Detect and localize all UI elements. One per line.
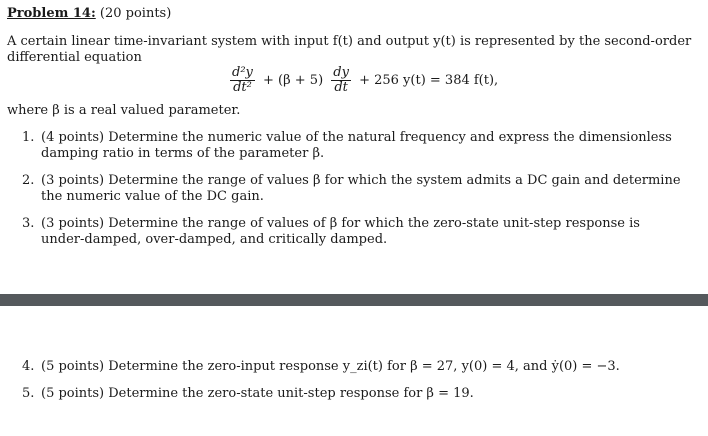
item-text: (3 points) Determine the range of values of β for which the zero-state unit-step response is under-damped, over-damped, and critically damped. — [41, 216, 640, 247]
fraction-denominator: dt — [334, 80, 348, 95]
equation-middle-term: + (β + 5) — [258, 73, 328, 88]
fraction-numerator: dy — [333, 65, 349, 80]
page-divider — [0, 294, 708, 306]
item-text: (5 points) Determine the zero-state unit-step response for β = 19. — [41, 386, 474, 401]
question-item-1 — [22, 130, 686, 162]
question-item-3 — [22, 216, 686, 248]
differential-equation — [228, 66, 500, 95]
first-derivative-fraction — [331, 66, 351, 95]
problem-intro: A certain linear time-invariant system with input f(t) and output y(t) is represented by the second-order differential equation — [7, 34, 692, 65]
item-number: 3. — [22, 216, 35, 231]
item-number: 5. — [22, 386, 35, 401]
question-item-2 — [22, 173, 686, 205]
item-number: 4. — [22, 359, 35, 374]
problem-number: Problem 14: — [7, 6, 96, 21]
problem-title — [7, 6, 171, 21]
equation-rest: + 256 y(t) = 384 f(t), — [354, 73, 499, 88]
parameter-note: where β is a real valued parameter. — [7, 103, 241, 118]
item-text: (3 points) Determine the range of values β for which the system admits a DC gain and determine the numeric value of the DC gain. — [41, 173, 681, 204]
item-text: (4 points) Determine the numeric value of the natural frequency and express the dimensionless damping ratio in terms of the parameter β. — [41, 130, 672, 161]
item-number: 2. — [22, 173, 35, 188]
fraction-denominator: dt² — [233, 80, 252, 95]
second-derivative-fraction — [230, 66, 255, 95]
question-item-4 — [22, 359, 686, 375]
item-text: (5 points) Determine the zero-input response y_zi(t) for β = 27, y(0) = 4, and ẏ(0) = −3. — [41, 359, 620, 374]
problem-points: (20 points) — [95, 6, 172, 21]
question-item-5 — [22, 386, 686, 402]
fraction-numerator: d²y — [232, 65, 253, 80]
item-number: 1. — [22, 130, 35, 145]
